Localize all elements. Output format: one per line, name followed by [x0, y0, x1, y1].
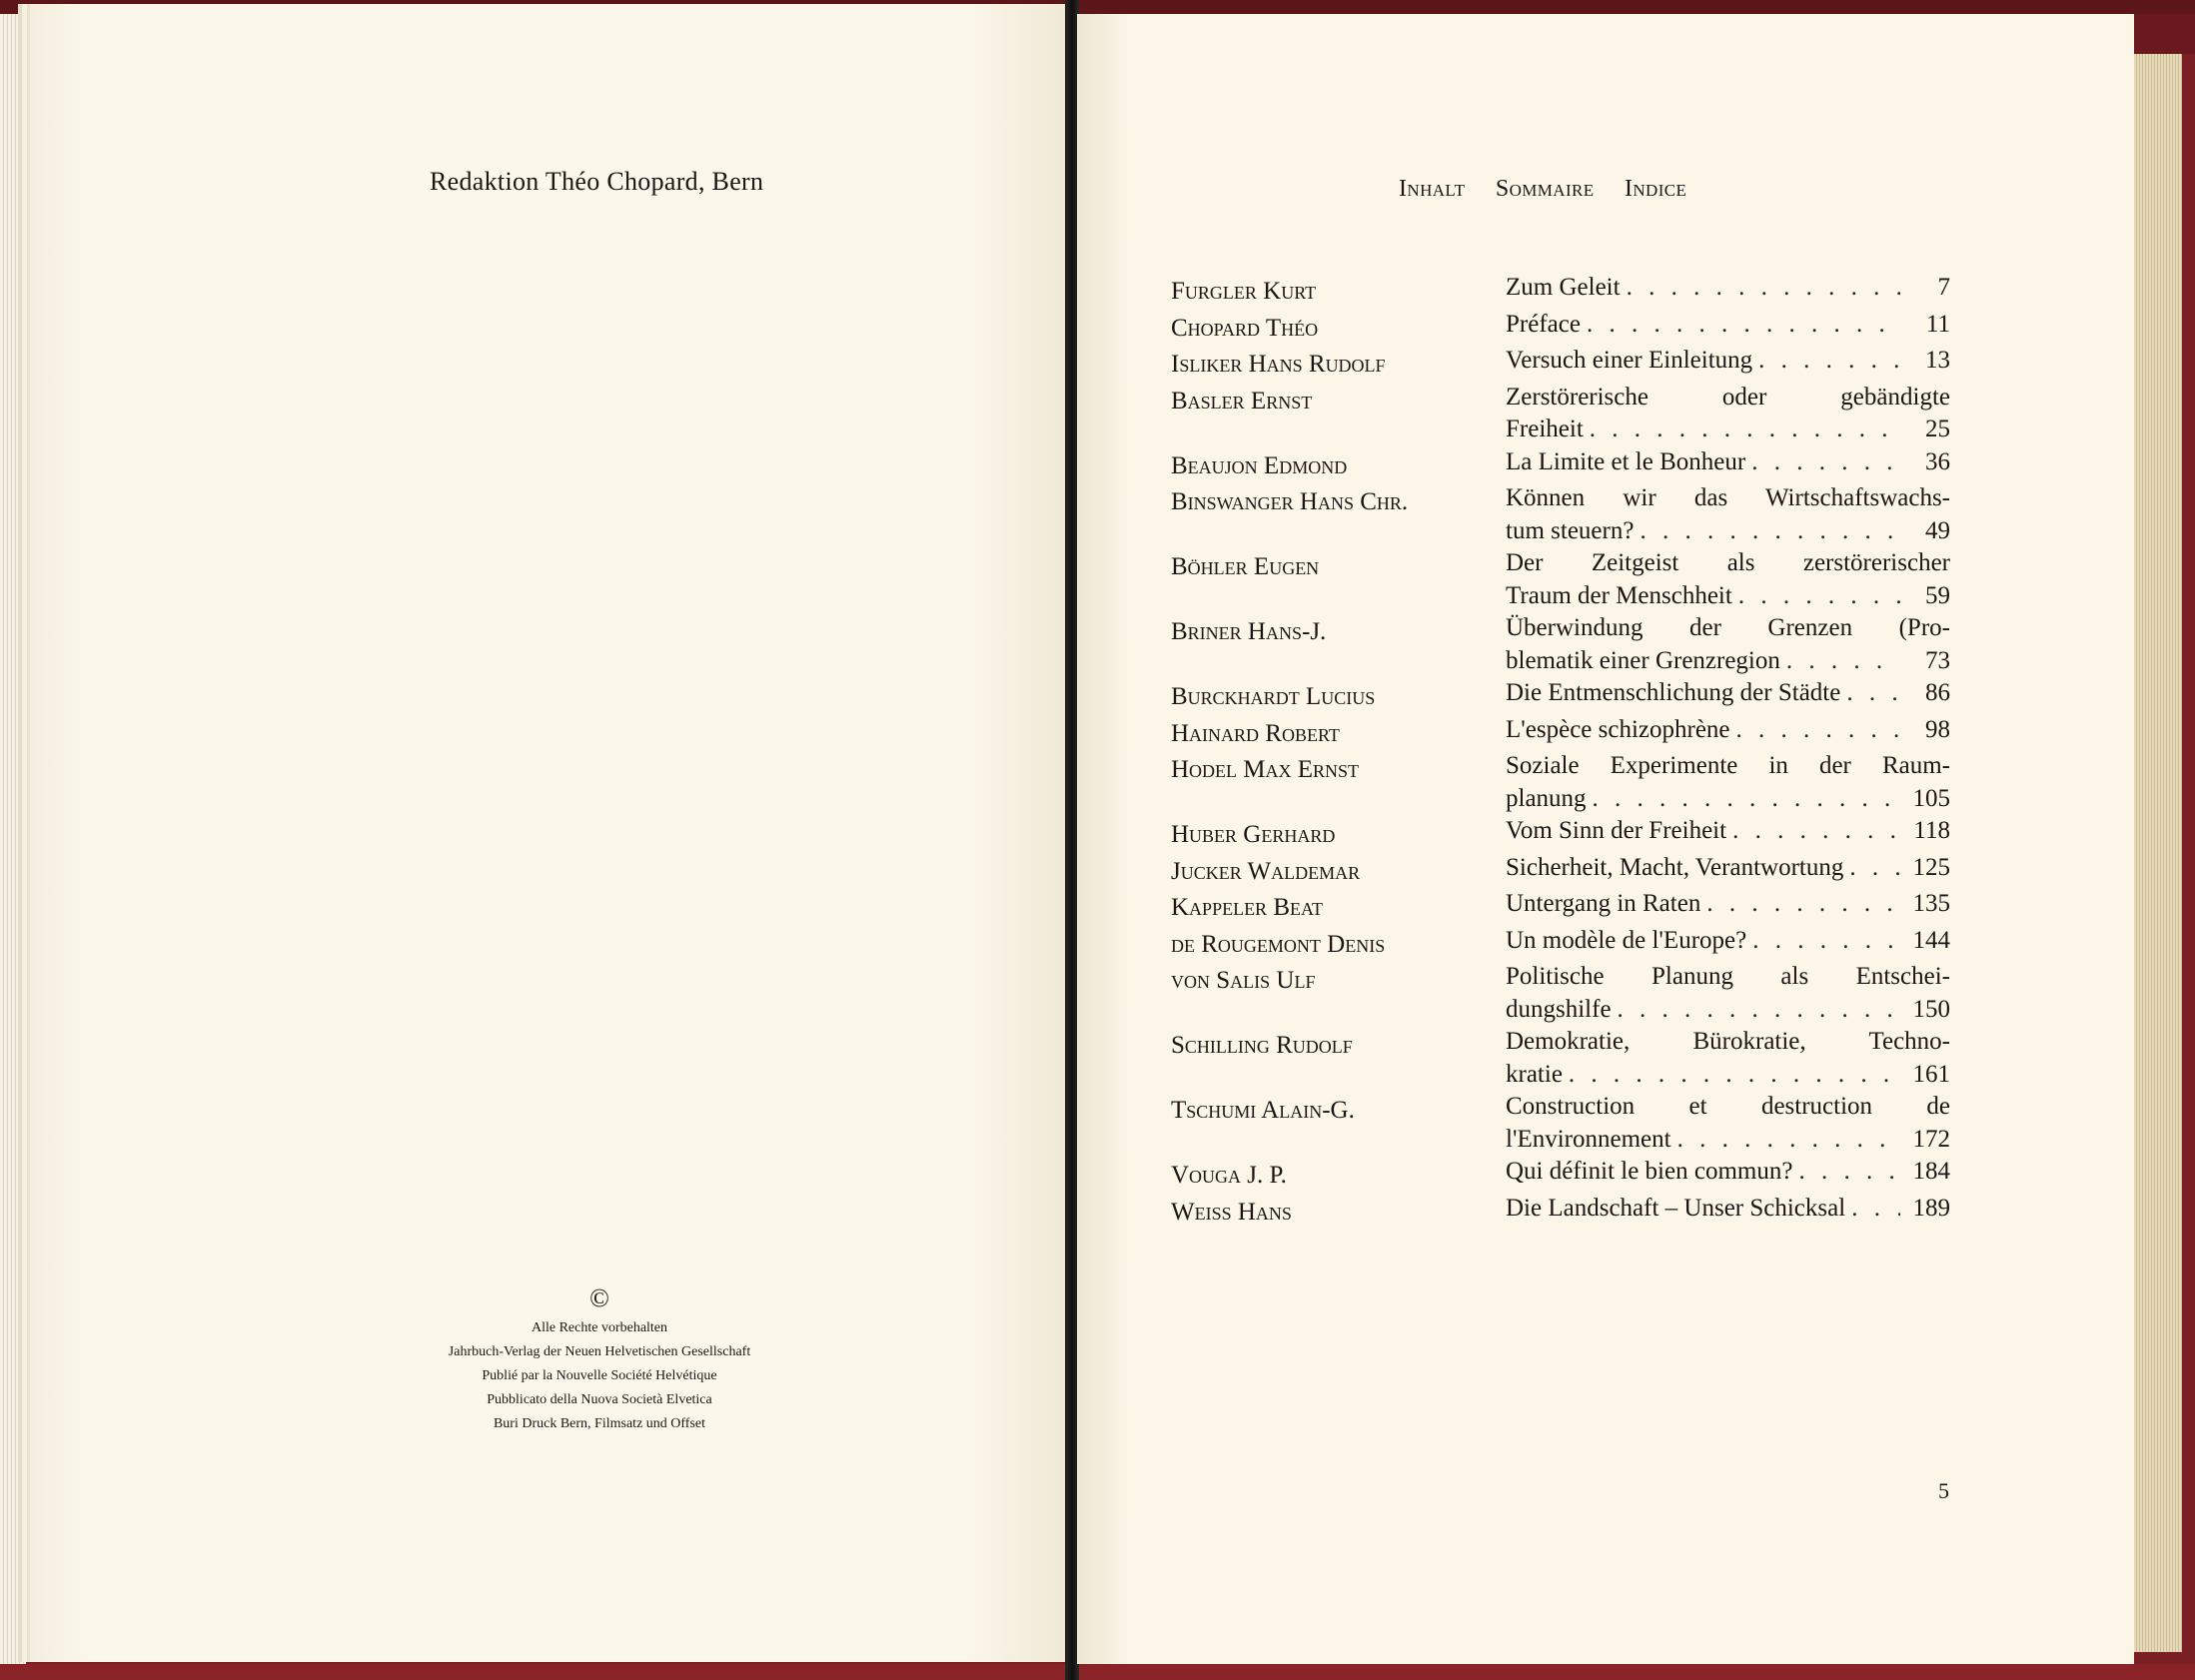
toc-title-line — [1506, 1026, 1950, 1059]
imprint-line: Alle Rechte vorbehalten — [531, 1320, 668, 1335]
toc-author: Kappeler Beat — [1171, 894, 1323, 921]
toc-entry — [1171, 852, 1950, 889]
toc-entry — [1171, 482, 1950, 547]
toc-title-text: Un modèle de l'Europe? — [1506, 926, 1747, 954]
toc-title-line — [1506, 612, 1950, 645]
toc-entry — [1171, 1193, 1950, 1230]
toc-title-line — [1506, 580, 1950, 613]
toc-page-number: 25 — [1925, 416, 1950, 442]
toc-title-line — [1506, 994, 1950, 1027]
toc-page-number: 144 — [1912, 926, 1950, 954]
toc-title-block — [1506, 446, 1950, 483]
toc-title-block — [1506, 612, 1950, 677]
toc-title-line — [1506, 815, 1950, 848]
toc-title-line — [1506, 783, 1950, 816]
toc-title-line — [1506, 750, 1950, 783]
toc-title-text: planung — [1506, 784, 1587, 812]
toc-page-number: 7 — [1937, 274, 1950, 301]
toc-page-number: 118 — [1913, 817, 1950, 844]
toc-title-block — [1506, 382, 1950, 446]
toc-leader-dots — [1618, 994, 1900, 1027]
toc-title-line — [1506, 547, 1950, 580]
toc-title-line — [1506, 1091, 1950, 1124]
toc-author: Furgler Kurt — [1171, 278, 1317, 305]
toc-leader-dots — [1798, 1156, 1900, 1189]
toc-title-block — [1506, 1026, 1950, 1091]
toc-title-block — [1506, 925, 1950, 962]
toc-heading-german: Inhalt — [1399, 176, 1466, 202]
imprint-line: Jahrbuch-Verlag der Neuen Helvetischen Gesellschaft — [448, 1344, 751, 1359]
toc-page-number: 105 — [1912, 784, 1950, 812]
toc-title-line — [1506, 309, 1950, 342]
toc-title-text: Zerstörerische oder gebändigte — [1506, 383, 1950, 411]
page-number: 5 — [1938, 1478, 1949, 1503]
toc-leader-dots — [1751, 446, 1900, 479]
toc-author: Briner Hans-J. — [1171, 618, 1327, 645]
toc-author: Jucker Waldemar — [1171, 857, 1361, 885]
toc-title-text: Vom Sinn der Freiheit — [1506, 817, 1727, 844]
toc-title-text: Versuch einer Einleitung — [1506, 347, 1753, 374]
toc-title-block — [1506, 272, 1950, 309]
toc-title-text: Soziale Experimente in der Raum- — [1506, 752, 1950, 779]
toc-page-number: 150 — [1912, 995, 1950, 1023]
toc-page-number: 13 — [1925, 347, 1950, 374]
toc-leader-dots — [1846, 677, 1900, 710]
toc-title-block — [1506, 547, 1950, 612]
toc-entry — [1171, 1091, 1950, 1156]
toc-title-block — [1506, 1156, 1950, 1193]
toc-title-block — [1506, 482, 1950, 547]
toc-page-number: 189 — [1912, 1194, 1950, 1222]
table-of-contents — [1171, 272, 1950, 1229]
right-page-stack — [2134, 54, 2182, 1652]
toc-title-text: kratie — [1506, 1060, 1563, 1088]
toc-title-text: Sicherheit, Macht, Verantwortung — [1506, 853, 1844, 881]
toc-author: de Rougemont Denis — [1171, 930, 1386, 958]
toc-title-block — [1506, 888, 1950, 925]
toc-leader-dots — [1738, 580, 1900, 613]
imprint-line: Pubblicato della Nuova Società Elvetica — [487, 1392, 712, 1407]
toc-entry — [1171, 612, 1950, 677]
toc-title-text: Die Landschaft – Unser Schicksal — [1506, 1194, 1846, 1222]
toc-title-line — [1506, 1193, 1950, 1226]
toc-title-line — [1506, 645, 1950, 678]
toc-title-line — [1506, 852, 1950, 885]
toc-page-number: 125 — [1912, 853, 1950, 881]
toc-leader-dots — [1736, 714, 1900, 747]
toc-title-block — [1506, 1091, 1950, 1156]
toc-author: Isliker Hans Rudolf — [1171, 351, 1386, 378]
toc-leader-dots — [1627, 272, 1900, 305]
toc-title-text: Demokratie, Bürokratie, Techno- — [1506, 1028, 1950, 1055]
toc-entry — [1171, 272, 1950, 309]
toc-leader-dots — [1752, 925, 1900, 958]
imprint-block — [410, 1280, 789, 1436]
toc-leader-dots — [1851, 1193, 1900, 1226]
toc-leader-dots — [1590, 414, 1900, 446]
toc-author: Schilling Rudolf — [1171, 1032, 1353, 1059]
toc-entry — [1171, 309, 1950, 346]
toc-entry — [1171, 1026, 1950, 1091]
toc-entry — [1171, 815, 1950, 852]
toc-title-block — [1506, 961, 1950, 1026]
toc-title-text: tum steuern? — [1506, 516, 1635, 544]
toc-title-block — [1506, 714, 1950, 751]
toc-title-line — [1506, 888, 1950, 921]
left-page-stack — [0, 14, 26, 1664]
toc-leader-dots — [1569, 1059, 1900, 1092]
toc-title-text: Freiheit — [1506, 416, 1584, 442]
toc-title-text: l'Environnement — [1506, 1125, 1671, 1153]
toc-page-number: 135 — [1912, 890, 1950, 917]
toc-author: Tschumi Alain-G. — [1171, 1097, 1355, 1124]
toc-entry — [1171, 961, 1950, 1026]
toc-title-text: Die Entmenschlichung der Städte — [1506, 679, 1841, 706]
toc-title-text: Politische Planung als Entschei- — [1506, 963, 1950, 990]
toc-page-number: 86 — [1925, 679, 1950, 706]
toc-title-line — [1506, 925, 1950, 958]
toc-entry — [1171, 677, 1950, 714]
toc-title-text: L'espèce schizophrène — [1506, 715, 1730, 743]
toc-title-text: Qui définit le bien commun? — [1506, 1158, 1793, 1185]
toc-page-number: 98 — [1925, 715, 1950, 743]
toc-heading-italian: Indice — [1624, 176, 1687, 202]
toc-title-line — [1506, 1124, 1950, 1157]
toc-title-line — [1506, 1156, 1950, 1189]
toc-heading — [1399, 176, 1710, 203]
editor-line: Redaktion Théo Chopard, Bern — [430, 167, 764, 196]
left-page — [30, 4, 1067, 1662]
toc-page-number: 59 — [1925, 581, 1950, 609]
toc-author: Beaujon Edmond — [1171, 451, 1348, 479]
toc-entry — [1171, 345, 1950, 382]
toc-title-block — [1506, 750, 1950, 815]
toc-title-line — [1506, 345, 1950, 378]
toc-entry — [1171, 547, 1950, 612]
toc-title-line — [1506, 446, 1950, 479]
toc-entry — [1171, 382, 1950, 446]
toc-author: Hodel Max Ernst — [1171, 756, 1360, 783]
toc-leader-dots — [1758, 345, 1900, 378]
toc-author: Huber Gerhard — [1171, 821, 1336, 848]
toc-page-number: 11 — [1925, 310, 1950, 338]
imprint-line: Buri Druck Bern, Filmsatz und Offset — [493, 1416, 706, 1431]
toc-page-number: 172 — [1912, 1125, 1950, 1153]
toc-title-block — [1506, 1193, 1950, 1230]
toc-leader-dots — [1677, 1124, 1900, 1157]
toc-entry — [1171, 888, 1950, 925]
toc-entry — [1171, 1156, 1950, 1193]
toc-title-text: Construction et destruction de — [1506, 1093, 1950, 1120]
toc-title-text: Traum der Menschheit — [1506, 581, 1732, 609]
toc-author: Basler Ernst — [1171, 387, 1313, 415]
toc-author: Binswanger Hans Chr. — [1171, 488, 1409, 515]
toc-title-block — [1506, 345, 1950, 382]
toc-entry — [1171, 714, 1950, 751]
toc-leader-dots — [1732, 815, 1900, 848]
toc-author: Böhler Eugen — [1171, 553, 1320, 580]
toc-title-text: Der Zeitgeist als zerstörerischer — [1506, 549, 1950, 576]
book-cover-corner — [2134, 14, 2195, 54]
toc-leader-dots — [1849, 852, 1900, 885]
toc-title-line — [1506, 1059, 1950, 1092]
toc-author: Burckhardt Lucius — [1171, 683, 1376, 710]
toc-author: Hainard Robert — [1171, 719, 1340, 747]
toc-leader-dots — [1706, 888, 1900, 921]
toc-title-line — [1506, 677, 1950, 710]
toc-leader-dots — [1587, 309, 1900, 342]
toc-page-number: 73 — [1925, 646, 1950, 674]
toc-page-number: 161 — [1912, 1060, 1950, 1088]
toc-entry — [1171, 750, 1950, 815]
toc-title-line — [1506, 714, 1950, 747]
book-cover-bottom — [0, 1664, 2195, 1680]
toc-title-text: Zum Geleit — [1506, 274, 1621, 301]
toc-title-text: Préface — [1506, 310, 1581, 338]
toc-page-number: 184 — [1912, 1158, 1950, 1185]
toc-title-text: Können wir das Wirtschaftswachs- — [1506, 484, 1950, 511]
toc-title-line — [1506, 515, 1950, 548]
toc-title-line — [1506, 382, 1950, 415]
toc-leader-dots — [1786, 645, 1900, 678]
toc-title-block — [1506, 309, 1950, 346]
toc-author: Vouga J. P. — [1171, 1162, 1287, 1189]
toc-page-number: 36 — [1925, 447, 1950, 475]
toc-title-block — [1506, 677, 1950, 714]
copyright-symbol: © — [589, 1283, 609, 1312]
toc-title-line — [1506, 482, 1950, 515]
toc-entry — [1171, 446, 1950, 483]
toc-title-block — [1506, 852, 1950, 889]
toc-title-text: blematik einer Grenzregion — [1506, 646, 1780, 674]
toc-title-block — [1506, 815, 1950, 852]
toc-author: Chopard Théo — [1171, 314, 1319, 342]
toc-title-line — [1506, 272, 1950, 305]
toc-title-text: Überwindung der Grenzen (Pro- — [1506, 614, 1950, 641]
toc-heading-french: Sommaire — [1495, 176, 1595, 202]
toc-title-text: dungshilfe — [1506, 995, 1612, 1023]
toc-title-text: Untergang in Raten — [1506, 890, 1701, 917]
toc-author: Weiss Hans — [1171, 1198, 1292, 1226]
toc-leader-dots — [1640, 515, 1900, 548]
toc-title-line — [1506, 961, 1950, 994]
toc-entry — [1171, 925, 1950, 962]
toc-title-line — [1506, 414, 1950, 446]
toc-author: von Salis Ulf — [1171, 967, 1316, 994]
toc-leader-dots — [1593, 783, 1900, 816]
toc-page-number: 49 — [1925, 516, 1950, 544]
toc-title-text: La Limite et le Bonheur — [1506, 447, 1746, 475]
imprint-line: Publié par la Nouvelle Société Helvétique — [482, 1368, 717, 1383]
